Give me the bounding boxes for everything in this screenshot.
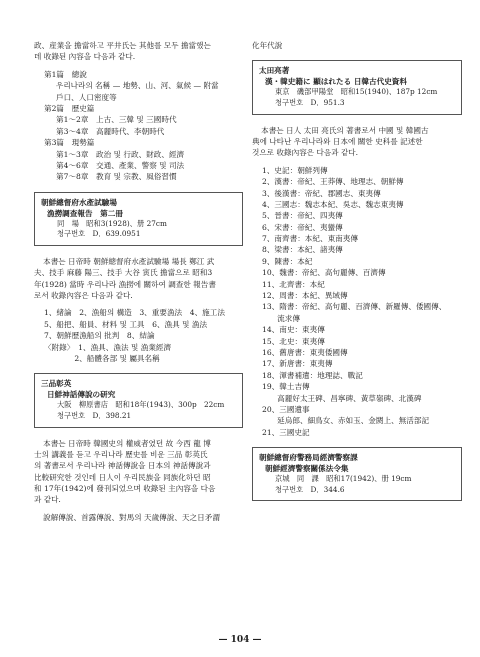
outline-item: 第1篇 總說 xyxy=(44,69,87,79)
outline-item: 第1～2章 上古、三韓 및 三國時代 xyxy=(56,115,177,125)
list-item: 19、韓土吉傳 xyxy=(262,382,310,392)
text-line: 夫、技手 麻藤 陽三、技手 大谷 寅氏 擔當으로 昭和3 xyxy=(34,268,213,278)
outline-item: 第7～8章 教育 및 宗教、風俗習慣 xyxy=(56,172,177,182)
book-record-card xyxy=(252,447,462,501)
outline-item: 第4～6章 交通、產業、警察 및 司法 xyxy=(56,160,185,170)
list-item: 14、南史：東夷傳 xyxy=(262,325,325,335)
text-line: 과 같다. xyxy=(34,495,61,505)
record-call-number: 청구번호 D．398.21 xyxy=(57,410,132,420)
text-line: 데 收錄된 內容을 다음과 같다. xyxy=(34,52,136,62)
record-title: 漢・韓史籍に 顯はれたる 日韓古代史資料 xyxy=(265,77,407,87)
contents-list xyxy=(252,165,462,438)
list-item: 流求傳 xyxy=(262,313,300,323)
text-line: 것으로 收錄內容은 다음과 같다. xyxy=(252,148,359,158)
contents-outline xyxy=(34,69,243,183)
description-paragraph xyxy=(34,438,243,524)
record-author: 三品彰英 xyxy=(41,379,72,389)
record-call-number: 청구번호 D．344.6 xyxy=(275,484,345,494)
record-call-number: 청구번호 D．639.0951 xyxy=(57,229,141,239)
contents-list xyxy=(34,307,243,364)
right-column xyxy=(252,40,462,511)
list-item: 10、魏書：帝紀、高句麗傳、百濟傳 xyxy=(262,268,386,278)
record-author: 朝鮮總督府水產試驗場 xyxy=(41,197,117,207)
list-item: 6、宋書：帝紀、夷蠻傳 xyxy=(262,222,343,232)
list-item: 延烏郎、細鳥女、赤如玉、金閼上、無活部記 xyxy=(262,416,430,426)
text-line: 本書는 日人 太田 亮氏의 著書로서 中國 및 韓國古 xyxy=(261,125,429,135)
record-publication: 同 場 昭和3(1928)、册 27cm xyxy=(57,218,167,228)
list-item: 〈附錄〉 1、漁具、漁法 및 漁業經濟 xyxy=(44,342,172,352)
record-title: 日鮮神話傳說の研究 xyxy=(47,390,116,400)
list-item: 16、舊唐書：東夷倭國傳 xyxy=(262,347,348,357)
list-item: 1、緒論 2、漁船의 構造 3、重要漁法 4、施工法 xyxy=(44,308,225,318)
text-line: 政、産業을 擔當하고 平井氏는 其他를 모두 擔當했는 xyxy=(34,41,211,50)
text-line: 로서 收錄內容은 다음과 같다. xyxy=(34,291,133,301)
list-item: 1、史記：朝鮮列傳 xyxy=(262,165,328,175)
outline-item: 우리나라의 名稱 — 地勢、山、河、氣候 — 附當 xyxy=(56,81,219,91)
list-item: 5、船把、船員、材料 및 工具 6、漁具 및 漁法 xyxy=(44,319,208,329)
outline-item: 戶口、人口密度等 xyxy=(56,92,117,102)
text-line: 比較研究한 것인데 日人이 우리民族을 同族化하던 昭 xyxy=(34,472,211,482)
list-item: 15、北史：東夷傳 xyxy=(262,336,325,346)
list-item: 13、隋書：帝紀、高句麗、百濟傳、新羅傳、倭國傳、 xyxy=(262,302,447,312)
list-item: 20、三國遺事 xyxy=(262,404,310,414)
list-item: 3、後漢書：帝紀、郡國志、東夷傳 xyxy=(262,188,381,198)
book-record-card xyxy=(34,192,243,246)
outline-item: 第2篇 歷史篇 xyxy=(44,103,95,113)
list-item: 2、船體各部 및 屬具名稱 xyxy=(44,353,160,363)
text-line: 說解傳說、首露傳說、對馬의 天歲傳說、天之日矛謂 xyxy=(43,512,220,522)
list-item: 2、漢書：帝紀、王莽傳、地理志、朝鮮傳 xyxy=(262,177,404,187)
list-item: 4、三國志：魏志本紀、吳志、魏志東夷傳 xyxy=(262,199,404,209)
outline-item: 第3篇 現勢篇 xyxy=(44,138,95,148)
list-item: 11、北齊書：本紀 xyxy=(262,279,325,289)
list-item: 21、三國史記 xyxy=(262,427,310,437)
text-line: 典에 나타난 우리나라와 日本에 關한 史科를 記述한 xyxy=(252,136,423,146)
description-paragraph xyxy=(252,125,462,159)
intro-paragraph xyxy=(34,40,243,63)
text-line: 士의 講義를 듣고 우리나라 歷史를 비운 三品 彰英氏 xyxy=(34,449,208,459)
text-line: 本書는 日帝時 朝鮮總督府水產試驗場 場長 鄭江 武 xyxy=(43,256,215,266)
list-item: 9、陳書：本紀 xyxy=(262,256,313,266)
list-item: 7、南齊書：本紀、東南夷傳 xyxy=(262,234,358,244)
text-line: 和 17年(1942)에 發刊되었으며 收錄된 主內容을 다음 xyxy=(34,484,216,494)
text-line: 의 著書로서 우리나라 神話傳說을 日本의 神話傳說과 xyxy=(34,461,211,471)
record-title: 漁撈調查報告 第二冊 xyxy=(47,208,123,218)
record-author: 太田亮著 xyxy=(259,66,290,76)
record-publication: 京城 同 課 昭和17(1942)、册 19cm xyxy=(275,474,412,484)
outline-item: 第3～4章 高麗時代、李朝時代 xyxy=(56,126,165,136)
list-item: 17、新唐書：東夷傳 xyxy=(262,359,333,369)
description-paragraph xyxy=(34,256,243,302)
list-item: 7、朝鮮歷漁船의 批判 8、結論 xyxy=(44,331,155,341)
text-line: 年(1928) 當時 우리나라 漁撈에 關하여 調查한 報告書 xyxy=(34,279,216,289)
text-line: 化年代說 xyxy=(252,41,283,50)
list-item: 18、渾書補遺：地理誌、戰記 xyxy=(262,370,363,380)
left-column xyxy=(34,40,243,523)
book-record-card xyxy=(252,60,462,114)
record-call-number: 청구번호 D．951.3 xyxy=(275,97,345,107)
record-title: 朝鮮經濟警察關係法令集 xyxy=(265,464,349,474)
list-item: 12、周書：本紀、異域傳 xyxy=(262,291,348,301)
list-item: 5、晉書：帝紀、四夷傳 xyxy=(262,211,343,221)
list-item: 8、梁書：本紀、諸夷傳 xyxy=(262,245,343,255)
outline-item: 第1～3章 政治 및 行政、財政、經濟 xyxy=(56,149,185,159)
list-item: 高麗好太王碑、昌寧碑、黃草嶺碑、北漢碑 xyxy=(262,393,422,403)
record-author: 朝鮮總督府警務局經濟警察課 xyxy=(259,453,358,463)
text-line: 本書는 日帝時 韓國史의 權威者였던 故 今西 龍 博 xyxy=(43,438,211,448)
book-record-card xyxy=(34,373,243,427)
record-publication: 東京 磯部甲陽堂 昭和15(1940)、187p 12cm xyxy=(275,87,438,97)
record-publication: 大阪 柳原書店 昭和18年(1943)、300p 22cm xyxy=(57,400,225,410)
page-number: — 104 — xyxy=(218,635,262,645)
